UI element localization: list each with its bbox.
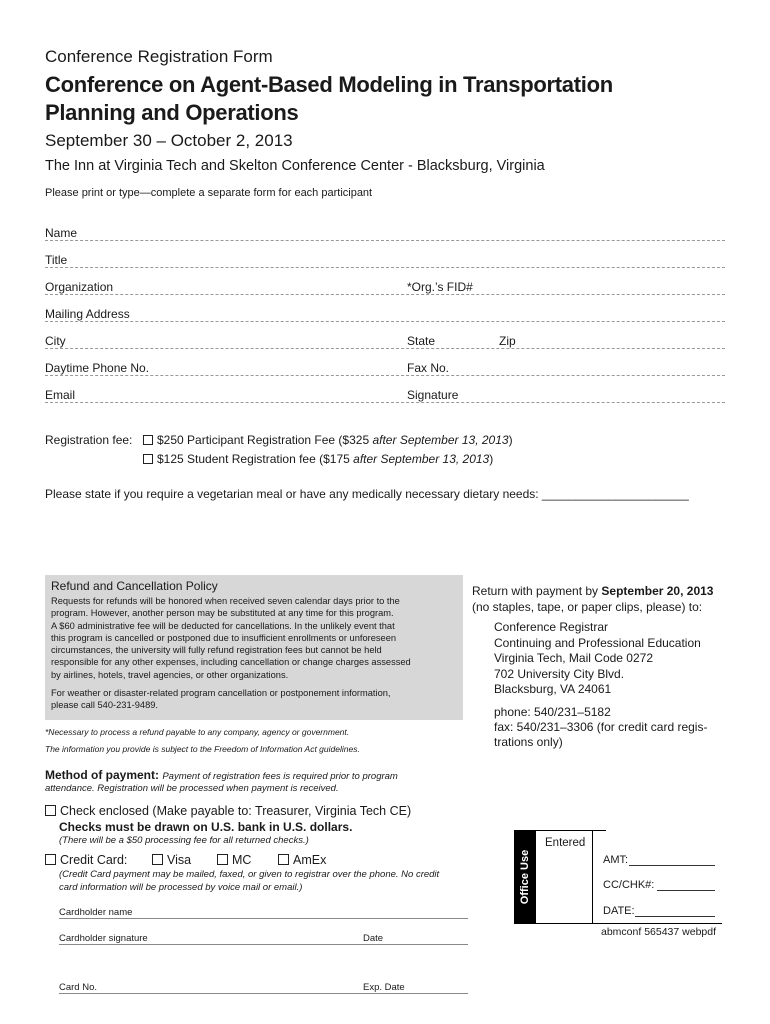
office-date-field[interactable] — [635, 916, 715, 917]
check-checkbox[interactable] — [45, 805, 56, 816]
office-top-border — [536, 830, 606, 831]
refund-note: *Necessary to process a refund payable to any company, agency or government. — [45, 727, 350, 737]
credit-note-line2: card information will be processed by voice mail or email.) — [59, 882, 303, 893]
entered-label: Entered — [545, 837, 586, 849]
address-line: Conference Registrar — [494, 620, 609, 634]
cc-chk-field[interactable] — [657, 890, 715, 891]
cardholder-name-field[interactable] — [59, 918, 468, 919]
amex-checkbox[interactable] — [278, 854, 289, 865]
payment-desc2: attendance. Registration will be processed when payment is received. — [45, 783, 339, 794]
mailing-address-label: Mailing Address — [45, 307, 130, 321]
organization-field[interactable] — [45, 294, 725, 295]
email-label: Email — [45, 388, 76, 402]
refund-policy-line: by airlines, hotels, travel agencies, or other organizations. — [51, 669, 289, 680]
refund-policy-heading: Refund and Cancellation Policy — [51, 579, 218, 593]
signature-label: Signature — [407, 388, 459, 402]
mc-option[interactable]: MC — [217, 853, 251, 867]
address-line: Continuing and Professional Education — [494, 635, 701, 650]
fax-label: Fax No. — [407, 361, 450, 375]
cardholder-signature-field[interactable] — [59, 944, 468, 945]
foia-note: The information you provide is subject to the Freedom of Information Act guidelines. — [45, 744, 360, 754]
fax-line: fax: 540/231–3306 (for credit card regis- — [494, 720, 708, 734]
cc-chk-label: CC/CHK#: — [603, 879, 655, 891]
card-no-field[interactable] — [59, 993, 468, 994]
return-address — [494, 620, 701, 698]
title-field[interactable] — [45, 267, 725, 268]
dietary-needs-field[interactable]: Please state if you require a vegetarian meal or have any medically necessary dietary needs: ______________________ — [45, 487, 689, 501]
weather-info-line1: For weather or disaster-related program cancellation or postponement information, — [51, 688, 391, 699]
address-line: Blacksburg, VA 24061 — [494, 682, 612, 696]
phone-fax-field[interactable] — [45, 375, 725, 376]
amex-option[interactable]: AmEx — [278, 853, 326, 867]
office-use-label: Office Use — [519, 849, 531, 905]
page-title-line1: Conference on Agent-Based Modeling in Transportation — [45, 72, 613, 97]
refund-policy-line: A $60 administrative fee will be deducted for cancellations. In the unlikely event that — [51, 620, 395, 631]
title-label: Title — [45, 253, 68, 267]
form-type: Conference Registration Form — [45, 47, 273, 66]
student-fee-option[interactable]: $125 Student Registration fee ($175 after September 13, 2013) — [143, 452, 493, 466]
credit-note-line1: (Credit Card payment may be mailed, faxed, or given to registrar over the phone. No credit — [59, 869, 440, 880]
refund-policy-box — [45, 575, 463, 720]
mc-checkbox[interactable] — [217, 854, 228, 865]
office-divider — [592, 830, 593, 924]
refund-policy-line: this program is cancelled or postponed due to insufficient enrollments or unforeseen — [51, 632, 397, 643]
name-label: Name — [45, 226, 78, 240]
payment-heading: Method of payment: — [45, 768, 159, 782]
zip-label: Zip — [499, 334, 516, 348]
credit-card-checkbox[interactable] — [45, 854, 56, 865]
org-fid-label: *Org.’s FID# — [407, 280, 473, 294]
weather-info-line2: please call 540-231-9489. — [51, 700, 158, 711]
payment-heading-block — [45, 768, 398, 782]
cardholder-signature-label: Cardholder signature — [59, 933, 148, 944]
conference-dates: September 30 – October 2, 2013 — [45, 131, 293, 150]
return-instructions: (no staples, tape, or paper clips, please) to: — [472, 600, 703, 614]
refund-policy-line: program. However, another person may be substituted at any time for this program. — [51, 608, 394, 619]
page-title-line2: Planning and Operations — [45, 100, 299, 125]
student-fee-checkbox[interactable] — [143, 454, 153, 464]
state-label: State — [407, 334, 436, 348]
organization-label: Organization — [45, 280, 114, 294]
registration-fee-label: Registration fee: — [45, 433, 133, 447]
payment-desc1: Payment of registration fees is required prior to program — [162, 771, 398, 782]
return-deadline: Return with payment by September 20, 2013 — [472, 584, 714, 598]
city-state-zip-field[interactable] — [45, 348, 725, 349]
date-label: Date — [363, 933, 384, 944]
email-signature-field[interactable] — [45, 402, 725, 403]
city-label: City — [45, 334, 66, 348]
form-code: abmconf 565437 webpdf — [601, 926, 717, 938]
cardholder-name-label: Cardholder name — [59, 907, 133, 918]
participant-fee-checkbox[interactable] — [143, 435, 153, 445]
check-fee-note: (There will be a $50 processing fee for all returned checks.) — [59, 835, 309, 846]
check-option[interactable]: Check enclosed (Make payable to: Treasurer, Virginia Tech CE) — [45, 804, 411, 818]
name-field[interactable] — [45, 240, 725, 241]
address-line: Virginia Tech, Mail Code 0272 — [494, 651, 653, 665]
instructions: Please print or type—complete a separate form for each participant — [45, 187, 373, 199]
card-no-label: Card No. — [59, 982, 98, 993]
daytime-phone-label: Daytime Phone No. — [45, 361, 150, 375]
exp-date-label: Exp. Date — [363, 982, 405, 993]
refund-policy-line: Requests for refunds will be honored when received seven calendar days prior to the — [51, 596, 400, 606]
address-line: 702 University City Blvd. — [494, 666, 625, 681]
visa-checkbox[interactable] — [152, 854, 163, 865]
phone-line: phone: 540/231–5182 — [494, 705, 611, 719]
office-bottom-border — [536, 923, 722, 924]
credit-card-option[interactable]: Credit Card: — [45, 853, 127, 867]
refund-policy-line: circumstances, the university will fully refund registration fees but cannot be held — [51, 645, 382, 656]
participant-fee-option[interactable]: $250 Participant Registration Fee ($325 after September 13, 2013) — [143, 433, 513, 447]
office-date-label: DATE: — [603, 905, 635, 917]
amt-field[interactable] — [629, 865, 715, 866]
visa-option[interactable]: Visa — [152, 853, 191, 867]
check-requirement: Checks must be drawn on U.S. bank in U.S. dollars. — [59, 820, 353, 834]
office-use-box — [514, 830, 722, 924]
fax-line-cont: trations only) — [494, 735, 563, 749]
refund-policy-line: responsible for any other expenses, including cancellation or change charges assessed — [51, 657, 411, 668]
conference-venue: The Inn at Virginia Tech and Skelton Conference Center - Blacksburg, Virginia — [45, 158, 545, 174]
amt-label: AMT: — [603, 854, 629, 866]
contact-info — [494, 705, 707, 750]
mailing-address-field[interactable] — [45, 321, 725, 322]
